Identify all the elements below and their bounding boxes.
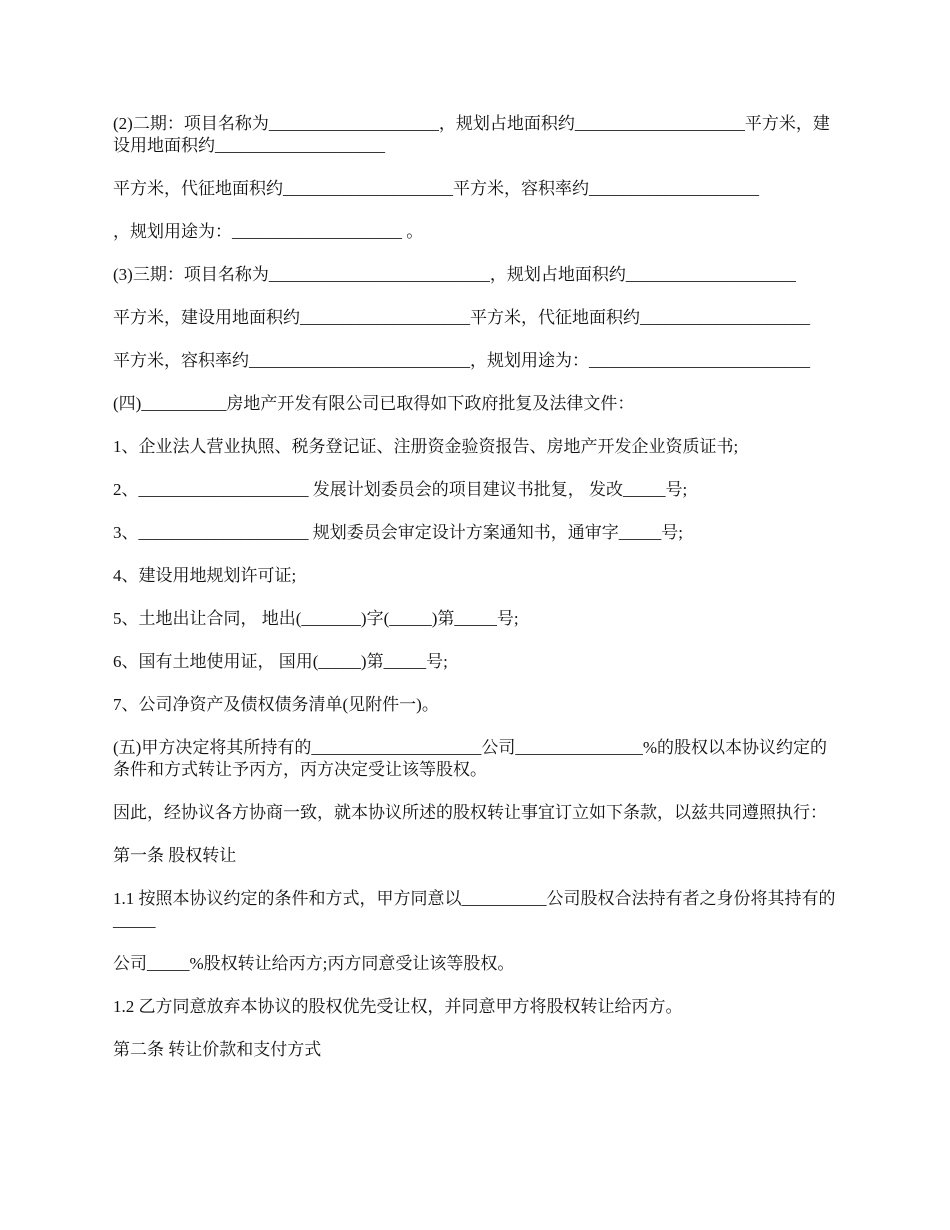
- clause-1-2: 1.2 乙方同意放弃本协议的股权优先受让权，并同意甲方将股权转让给丙方。: [113, 997, 683, 1016]
- paragraph-phase2-land: 平方米，代征地面积约____________________平方米，容积率约____________________: [113, 179, 759, 198]
- paragraph-phase2-project: (2)二期：项目名称为____________________，规划占地面积约____________________平方米，建设用地面积约____________________: [113, 114, 830, 155]
- paragraph-phase3-project: (3)三期：项目名称为__________________________，规划占地面积约____________________: [113, 265, 796, 284]
- paragraph-phase3-usage: 平方米，容积率约__________________________，规划用途为：__________________________: [113, 351, 810, 370]
- paragraph-phase3-land: 平方米，建设用地面积约____________________平方米，代征地面积约____________________: [113, 308, 810, 327]
- list-item-4: 4、建设用地规划许可证;: [113, 566, 297, 585]
- paragraph-section-4-intro: (四)__________房地产开发有限公司已取得如下政府批复及法律文件：: [113, 394, 635, 413]
- list-item-1: 1、企业法人营业执照、税务登记证、注册资金验资报告、房地产开发企业资质证书;: [113, 437, 739, 456]
- list-item-7: 7、公司净资产及债权债务清单(见附件一)。: [113, 695, 439, 714]
- list-item-6: 6、国有土地使用证， 国用(_____)第_____号;: [113, 652, 448, 671]
- list-item-2: 2、____________________ 发展计划委员会的项目建议书批复， 发改_____号;: [113, 480, 688, 499]
- list-item-3: 3、____________________ 规划委员会审定设计方案通知书，通审字_____号;: [113, 523, 683, 542]
- paragraph-section-5: (五)甲方决定将其所持有的____________________公司_______________%的股权以本协议约定的条件和方式转让予丙方，丙方决定受让该等股权。: [113, 738, 827, 779]
- list-item-5: 5、土地出让合同， 地出(_______)字(_____)第_____号;: [113, 609, 519, 628]
- paragraph-phase2-usage: ，规划用途为：____________________ 。: [113, 222, 424, 241]
- paragraph-agreement-intro: 因此，经协议各方协商一致，就本协议所述的股权转让事宜订立如下条款，以兹共同遵照执行：: [113, 803, 827, 822]
- clause-1-1: 1.1 按照本协议约定的条件和方式，甲方同意以__________公司股权合法持有者之身份将其持有的_____: [113, 889, 836, 930]
- document-body: [113, 113, 840, 1082]
- article-2-heading: 第二条 转让价款和支付方式: [113, 1040, 322, 1059]
- article-1-heading: 第一条 股权转让: [113, 846, 237, 865]
- clause-1-1-continued: 公司_____%股权转让给丙方;丙方同意受让该等股权。: [113, 954, 515, 973]
